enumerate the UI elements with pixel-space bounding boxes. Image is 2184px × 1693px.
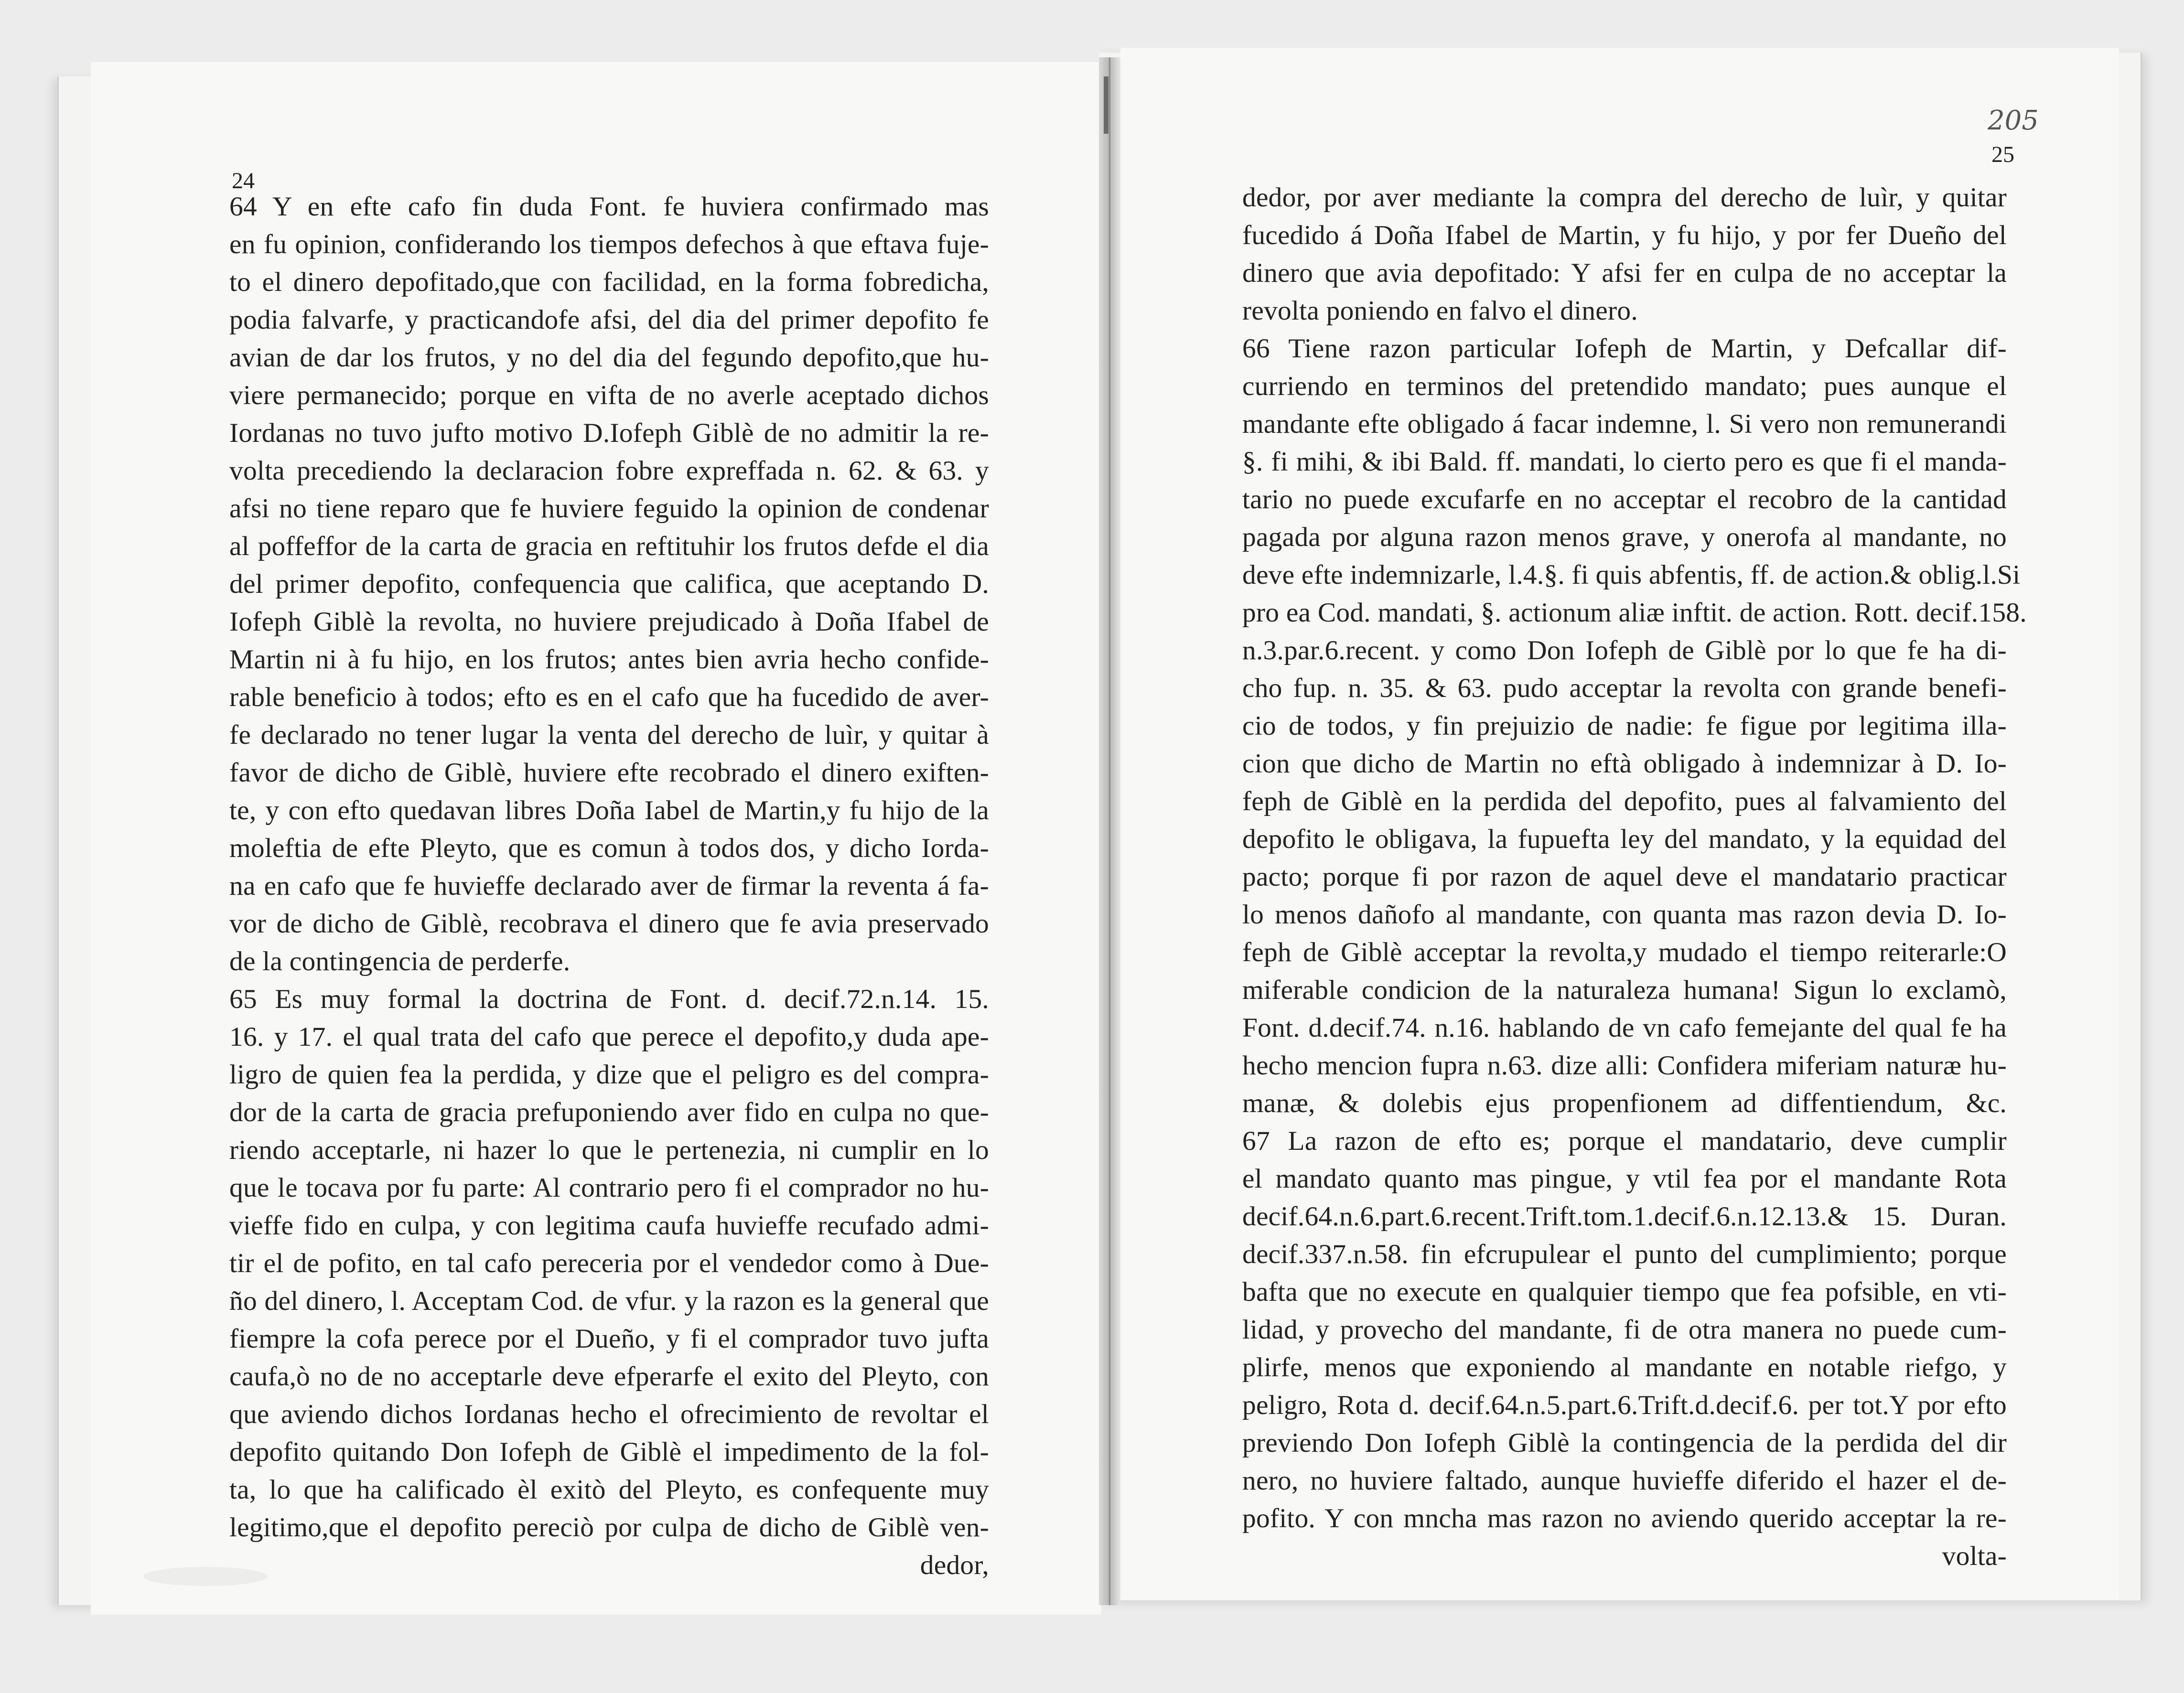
right-page-text — [1242, 179, 2027, 1575]
text-line: avian de dar los frutos, y no del dia del fegundo depofito,que hu- — [229, 343, 989, 373]
text-line: miferable condicion de la naturaleza humana! Sigun lo exclamò, — [1242, 975, 2007, 1005]
text-line: favor de dicho de Giblè, huviere efte recobrado el dinero exiften- — [229, 758, 989, 788]
text-line: tario no puede excufarfe en no acceptar el recobro de la cantidad — [1242, 484, 2007, 514]
text-line: pofito. Y con mncha mas razon no aviendo querido acceptar la re- — [1242, 1503, 2007, 1533]
text-line: podia falvarfe, y practicandofe afsi, del dia del primer depofito fe — [229, 305, 989, 335]
text-line: dedor, — [920, 1550, 989, 1580]
text-line: dor de la carta de gracia prefuponiendo aver fido en culpa no que- — [229, 1097, 989, 1127]
binding-mark — [1104, 76, 1108, 134]
text-line: del primer depofito, confequencia que califica, que aceptando D. — [229, 569, 989, 599]
text-line: hecho mencion fupra n.63. dize alli: Confidera miferiam naturæ hu- — [1242, 1050, 2007, 1081]
text-line: manæ, & dolebis ejus propenfionem ad diffentiendum, &c. — [1242, 1088, 2007, 1118]
text-line: cion que dicho de Martin no eftà obligado à indemnizar à D. Io- — [1242, 749, 2007, 779]
text-line: dinero que avia depofitado: Y afsi fer en culpa de no acceptar la — [1242, 258, 2007, 288]
text-line: mandante efte obligado á facar indemne, l. Si vero non remunerandi — [1242, 409, 2007, 439]
text-line: depofito le obligava, la fupuefta ley del mandato, y la equidad del — [1242, 824, 2007, 854]
text-line: feph de Giblè acceptar la revolta,y mudado el tiempo reiterarle:O — [1242, 937, 2007, 967]
text-line: curriendo en terminos del pretendido mandato; pues aunque el — [1242, 371, 2007, 401]
text-line: lidad, y provecho del mandante, fi de otra manera no puede cum- — [1242, 1315, 2007, 1345]
text-line: 65 Es muy formal la doctrina de Font. d. decif.72.n.14. 15. — [229, 984, 989, 1014]
text-line: 67 La razon de efto es; porque el mandatario, deve cumplir — [1242, 1126, 2007, 1156]
text-line: previendo Don Iofeph Giblè la contingencia de la perdida del dir — [1242, 1428, 2007, 1458]
text-line: peligro, Rota d. decif.64.n.5.part.6.Trift.d.decif.6. per tot.Y por efto — [1242, 1390, 2007, 1420]
text-line: caufa,ò no de no acceptarle deve efperarfe el exito del Pleyto, con — [229, 1361, 989, 1392]
text-line: vor de dicho de Giblè, recobrava el dinero que fe avia preservado — [229, 909, 989, 939]
text-line: 64 Y en efte cafo fin duda Font. fe huviera confirmado mas — [229, 192, 989, 222]
text-line: ligro de quien fea la perdida, y dize que el peligro es del compra- — [229, 1060, 989, 1090]
text-line: en fu opinion, confiderando los tiempos defechos à que eftava fuje- — [229, 229, 989, 259]
text-line: ta, lo que ha calificado èl exitò del Pleyto, es confequente muy — [229, 1475, 989, 1505]
book-gutter — [1099, 57, 1120, 1605]
text-line: to el dinero depofitado,que con facilidad, en la forma fobredicha, — [229, 267, 989, 297]
handwritten-folio-number: 205 — [1988, 105, 2039, 136]
text-line: n.3.par.6.recent. y como Don Iofeph de Giblè por lo que fe ha di- — [1242, 635, 2007, 665]
text-line: Martin ni à fu hijo, en los frutos; antes bien avria hecho confide- — [229, 644, 989, 675]
left-page-text — [229, 188, 989, 1584]
text-line: 16. y 17. el qual trata del cafo que perece el depofito,y duda ape- — [229, 1022, 989, 1052]
text-line: na en cafo que fe huvieffe declarado aver de firmar la reventa á fa- — [229, 871, 989, 901]
text-line: que aviendo dichos Iordanas hecho el ofrecimiento de revoltar el — [229, 1399, 989, 1429]
text-line: tir el de pofito, en tal cafo pereceria por el vendedor como à Due- — [229, 1248, 989, 1278]
text-line: te, y con efto quedavan libres Doña Iabel de Martin,y fu hijo de la — [229, 795, 989, 825]
page-number-left: 24 — [232, 168, 255, 193]
text-line: plirfe, menos que exponiendo al mandante en notable riefgo, y — [1242, 1352, 2007, 1382]
text-line: el mandato quanto mas pingue, y vtil fea por el mandante Rota — [1242, 1164, 2007, 1194]
text-line: viere permanecido; porque en vifta de no averle aceptado dichos — [229, 380, 989, 410]
text-line: vieffe fido en culpa, y con legitima caufa huvieffe recufado admi- — [229, 1211, 989, 1241]
text-line: Font. d.decif.74. n.16. hablando de vn cafo femejante del qual fe ha — [1242, 1013, 2007, 1043]
text-line: revolta poniendo en falvo el dinero. — [1242, 296, 1638, 326]
page-number-right: 25 — [1991, 142, 2014, 167]
text-line: ño del dinero, l. Acceptam Cod. de vfur. y la razon es la general que — [229, 1286, 989, 1316]
text-line: rable beneficio à todos; efto es en el cafo que ha fucedido de aver- — [229, 682, 989, 712]
text-line: de la contingencia de perderfe. — [229, 946, 570, 976]
text-line: riendo acceptarle, ni hazer lo que le pertenezia, ni cumplir en lo — [229, 1135, 989, 1165]
text-line: nero, no huviere faltado, aunque huvieffe diferido el hazer el de- — [1242, 1466, 2007, 1496]
text-line: Iofeph Giblè la revolta, no huviere prejudicado à Doña Ifabel de — [229, 607, 989, 637]
text-line: fe declarado no tener lugar la venta del derecho de luìr, y quitar à — [229, 720, 989, 750]
text-line: bafta que no execute en qualquier tiempo que fea pofsible, en vti- — [1242, 1277, 2007, 1307]
text-line: pro ea Cod. mandati, §. actionum aliæ inftit. de action. Rott. decif.158. — [1242, 598, 2027, 628]
text-line: que le tocava por fu parte: Al contrario pero fi el comprador no hu- — [229, 1173, 989, 1203]
text-line: depofito quitando Don Iofeph de Giblè el impedimento de la fol- — [229, 1437, 989, 1467]
text-line: §. fi mihi, & ibi Bald. ff. mandati, lo cierto pero es que fi el manda- — [1242, 447, 2007, 477]
text-line: afsi no tiene reparo que fe huviere feguido la opinion de condenar — [229, 493, 989, 524]
text-line: fucedido á Doña Ifabel de Martin, y fu hijo, y por fer Dueño del — [1242, 220, 2007, 250]
text-line: fiempre la cofa perece por el Dueño, y fi el comprador tuvo jufta — [229, 1324, 989, 1354]
text-line: cho fup. n. 35. & 63. pudo acceptar la revolta con grande benefi- — [1242, 673, 2007, 703]
text-line: Iordanas no tuvo jufto motivo D.Iofeph Giblè de no admitir la re- — [229, 418, 989, 448]
text-line: pacto; porque fi por razon de aquel deve el mandatario practicar — [1242, 862, 2007, 892]
text-line: legitimo,que el depofito pereciò por culpa de dicho de Giblè ven- — [229, 1512, 989, 1543]
text-line: 66 Tiene razon particular Iofeph de Martin, y Defcallar dif- — [1242, 333, 2007, 364]
text-line: pagada por alguna razon menos grave, y onerofa al mandante, no — [1242, 522, 2007, 552]
text-line: decif.337.n.58. fin efcrupulear el punto del cumplimiento; porque — [1242, 1239, 2007, 1269]
text-line: deve efte indemnizarle, l.4.§. fi quis abfentis, ff. de action.& oblig.l.Si — [1242, 560, 2021, 590]
text-line: volta- — [1942, 1541, 2007, 1571]
text-line: volta precediendo la declaracion fobre expreffada n. 62. & 63. y — [229, 456, 989, 486]
text-line: lo menos dañofo al mandante, con quanta mas razon devia D. Io- — [1242, 900, 2007, 930]
text-line: al poffeffor de la carta de gracia en reftituhir los frutos defde el dia — [229, 531, 989, 561]
text-line: decif.64.n.6.part.6.recent.Trift.tom.1.decif.6.n.12.13.& 15. Duran. — [1242, 1201, 2007, 1232]
text-line: moleftia de efte Pleyto, que es comun à todos dos, y dicho Iorda- — [229, 833, 989, 863]
text-line: cio de todos, y fin prejuizio de nadie: fe figue por legitima illa- — [1242, 711, 2007, 741]
text-line: dedor, por aver mediante la compra del derecho de luìr, y quitar — [1242, 182, 2007, 213]
text-line: feph de Giblè en la perdida del depofito, pues al falvamiento del — [1242, 786, 2007, 816]
